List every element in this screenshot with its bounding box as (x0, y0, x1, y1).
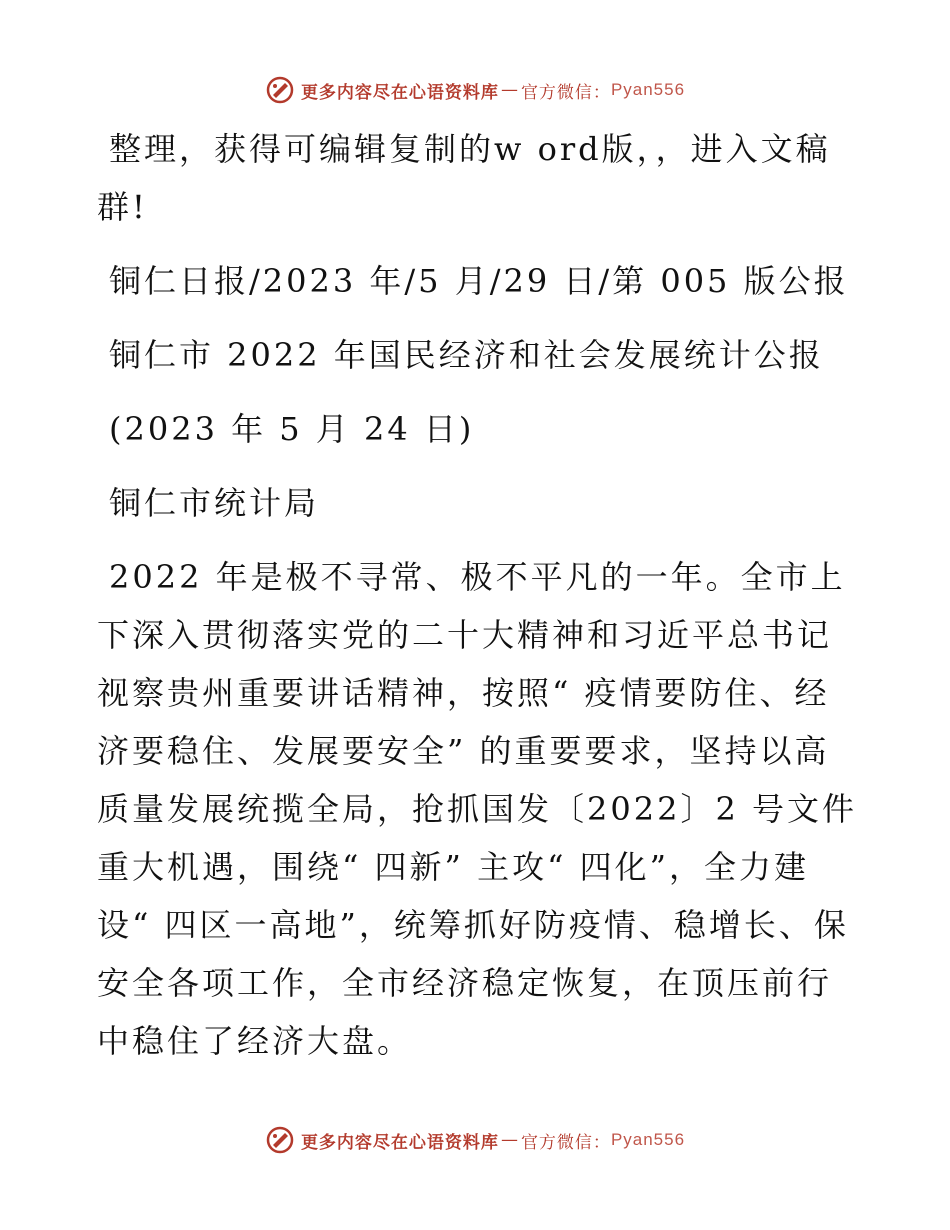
banner-wechat-handle: Pyan556 (610, 1130, 686, 1149)
source-line: 铜仁日报/2023 年/5 月/29 日/第 005 版公报 (109, 262, 849, 300)
document-date: (2023 年 5 月 24 日) (109, 410, 475, 448)
banner-wechat-handle: Pyan556 (610, 80, 686, 99)
banner-brand-text: 更多内容尽在心语资料库 (300, 82, 499, 103)
footer-banner (0, 1120, 950, 1160)
body-paragraph: 2022 年是极不寻常、极不平凡的一年。全市上下深入贯彻落实党的二十大精神和习近平总书记视察贵州重要讲话精神，按照“ 疫情要防住、经济要稳住、发展要安全” 的重要要求，坚持以高质量发展统揽全局，抢抓国发〔2022〕2 号文件重大机遇，围绕“ 四新” 主攻“ 四化”，全力建设“ 四区一高地”，统筹抓好防疫情、稳增长、保安全各项工作，全市经济稳定恢复，在顶压前行中稳住了经济大盘。 (97, 558, 857, 1060)
header-banner (0, 70, 950, 110)
banner-separator: — (500, 80, 519, 100)
intro-paragraph: 整理，获得可编辑复制的w ord版，，进入文稿群! (97, 130, 831, 226)
banner-wechat-label: 官方微信： (520, 82, 611, 103)
document-title: 铜仁市 2022 年国民经济和社会发展统计公报 (109, 336, 824, 374)
banner-wechat-label: 官方微信： (520, 1132, 611, 1153)
banner-separator: — (500, 1130, 519, 1150)
brand-logo-icon (265, 1125, 295, 1155)
document-author: 铜仁市统计局 (109, 484, 320, 522)
brand-logo-icon (265, 75, 295, 105)
banner-brand-text: 更多内容尽在心语资料库 (300, 1132, 499, 1153)
document-body (97, 120, 857, 1086)
